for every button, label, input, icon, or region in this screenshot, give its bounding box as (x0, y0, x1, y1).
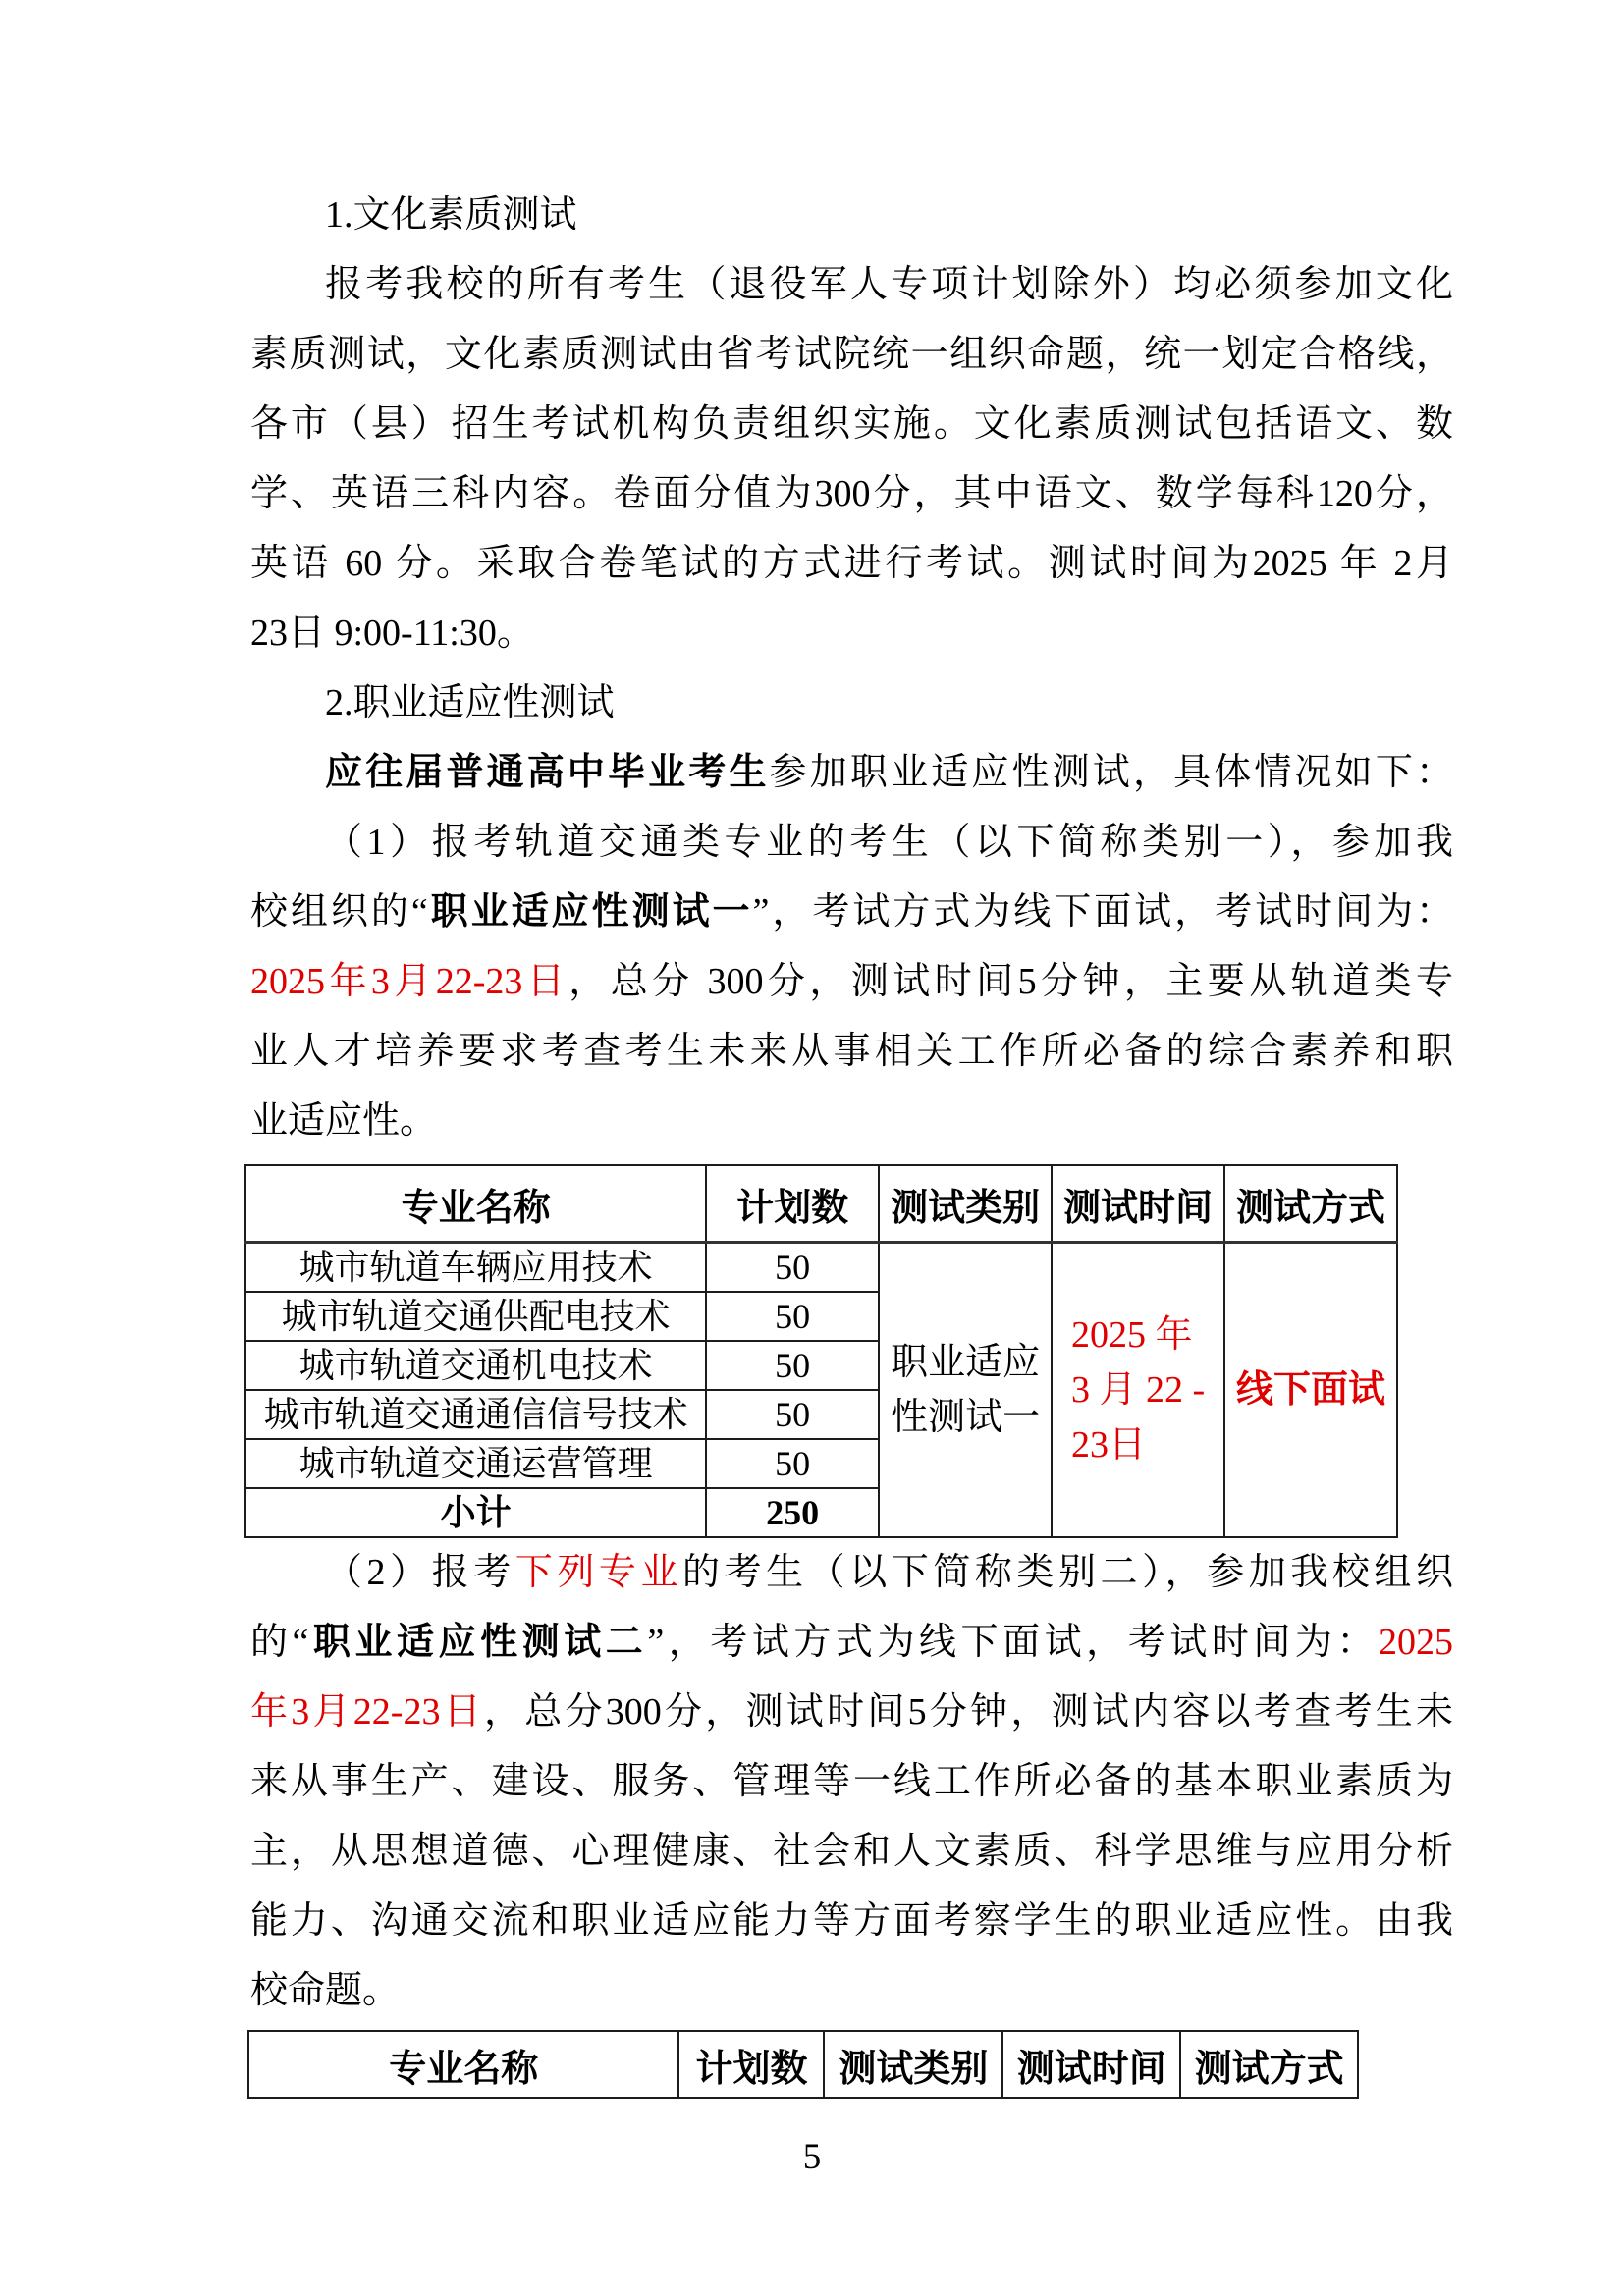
subtotal-label-cell: 小计 (245, 1488, 706, 1537)
text-segment: ”，考试方式为线下面试，考试时间为： (647, 1622, 1379, 1663)
text-line (250, 738, 1453, 808)
merged-cell-line: 2025 年 (1070, 1314, 1193, 1356)
text-line (250, 947, 1453, 1017)
text-line (250, 878, 1453, 947)
bold-text: 职业适应性测试二 (308, 1622, 648, 1663)
red-text: 2025年3月22-23日 (250, 961, 569, 1002)
major-name-cell: 城市轨道车辆应用技术 (245, 1243, 706, 1293)
text-line (250, 1956, 1453, 2026)
table-header-row (245, 1165, 1397, 1243)
column-header: 测试方式 (1180, 2031, 1358, 2098)
text-segment: 英语 60 分。采取合卷笔试的方式进行考试。测试时间为2025 年 2月 (250, 543, 1453, 584)
text-line (250, 1817, 1453, 1887)
column-header: 测试时间 (1002, 2031, 1180, 2098)
text-segment: 23日 9:00-11:30。 (250, 613, 534, 654)
section-heading (250, 181, 1453, 250)
text-segment: 主，从思想道德、心理健康、社会和人文素质、科学思维与应用分析 (250, 1831, 1453, 1872)
text-segment: 来从事生产、建设、服务、管理等一线工作所必备的基本职业素质为 (250, 1761, 1453, 1802)
text-line (250, 599, 1453, 668)
text-segment: 报考我校的所有考生（退役军人专项计划除外）均必须参加文化 (325, 264, 1453, 305)
text-segment: 业人才培养要求考查考生未来从事相关工作所必备的综合素养和职 (250, 1031, 1453, 1072)
plan-count-cell: 50 (706, 1439, 879, 1488)
text-line (250, 1747, 1453, 1817)
red-text: 年3月22-23日 (250, 1691, 484, 1733)
text-segment: ，总分 300分，测试时间5分钟，主要从轨道类专 (568, 961, 1453, 1002)
table-row (245, 1243, 1397, 1293)
test-time-cell (1052, 1243, 1224, 1538)
text-segment: 素质测试，文化素质测试由省考试院统一组织命题，统一划定合格线， (250, 334, 1453, 375)
plan-count-cell: 50 (706, 1341, 879, 1390)
major-name-cell: 城市轨道交通通信信号技术 (245, 1390, 706, 1439)
text-segment: 1.文化素质测试 (325, 194, 577, 236)
text-line (250, 320, 1453, 390)
text-segment: 2.职业适应性测试 (325, 682, 615, 723)
text-line (250, 1087, 1453, 1156)
major-name-cell: 城市轨道交通运营管理 (245, 1439, 706, 1488)
plan-count-cell: 50 (706, 1292, 879, 1341)
column-header: 测试类别 (879, 1165, 1052, 1243)
text-segment: 能力、沟通交流和职业适应能力等方面考察学生的职业适应性。由我 (250, 1900, 1453, 1942)
merged-cell-line: 线下面试 (1236, 1369, 1386, 1411)
merged-cell-line: 23日 (1070, 1424, 1146, 1466)
text-segment: 各市（县）招生考试机构负责组织实施。文化素质测试包括语文、数 (250, 403, 1453, 445)
document-content (250, 181, 1453, 2099)
text-line (250, 1608, 1453, 1678)
text-segment: （1）报考轨道交通类专业的考生（以下简称类别一），参加我 (325, 822, 1453, 863)
text-segment: 校组织的“ (250, 891, 428, 933)
text-segment: 参加职业适应性测试，具体情况如下： (769, 752, 1453, 793)
merged-cell-line: 性测试一 (891, 1397, 1041, 1438)
majors-table-category1 (244, 1164, 1398, 1538)
text-segment: 业适应性。 (250, 1100, 438, 1142)
column-header: 计划数 (706, 1165, 879, 1243)
text-segment: 的“ (250, 1622, 309, 1663)
text-line (250, 808, 1453, 878)
test-method-cell (1224, 1243, 1397, 1538)
column-header: 测试类别 (824, 2031, 1002, 2098)
test-category-cell-text (891, 1335, 1040, 1445)
column-header: 专业名称 (248, 2031, 678, 2098)
text-line (250, 1887, 1453, 1956)
plan-count-cell: 50 (706, 1390, 879, 1439)
page-number: 5 (802, 2137, 822, 2177)
text-line (250, 250, 1453, 320)
column-header: 测试方式 (1224, 1165, 1397, 1243)
major-name-cell: 城市轨道交通供配电技术 (245, 1292, 706, 1341)
column-header: 计划数 (678, 2031, 824, 2098)
text-segment: 的考生（以下简称类别二），参加我校组织 (682, 1552, 1453, 1593)
merged-cell-line: 3 月 22 - (1070, 1369, 1206, 1411)
text-segment: 校命题。 (250, 1970, 401, 2011)
text-segment: ，总分300分，测试时间5分钟，测试内容以考查考生未 (483, 1691, 1453, 1733)
red-text: 下列专业 (514, 1552, 682, 1593)
column-header: 专业名称 (245, 1165, 706, 1243)
major-name-cell: 城市轨道交通机电技术 (245, 1341, 706, 1390)
section-heading (250, 668, 1453, 738)
text-line (250, 529, 1453, 599)
text-line (250, 459, 1453, 529)
text-line (250, 1678, 1453, 1747)
subtotal-value-cell: 250 (706, 1488, 879, 1537)
test-category-cell (879, 1243, 1052, 1538)
bold-text: 职业适应性测试一 (427, 891, 753, 933)
plan-count-cell: 50 (706, 1243, 879, 1293)
test-time-cell-text (1071, 1308, 1205, 1472)
text-segment: ”，考试方式为线下面试，考试时间为： (752, 891, 1453, 933)
text-line (250, 1538, 1453, 1608)
table-header-row (248, 2031, 1358, 2098)
majors-table-category2 (247, 2030, 1359, 2099)
text-line (250, 1017, 1453, 1087)
column-header: 测试时间 (1052, 1165, 1224, 1243)
merged-cell-line: 职业适应 (891, 1342, 1041, 1383)
red-text: 2025 (1379, 1622, 1453, 1663)
test-method-cell-text (1236, 1362, 1385, 1417)
text-line (250, 390, 1453, 459)
bold-text: 应往届普通高中毕业考生 (325, 752, 770, 793)
text-segment: 学、英语三科内容。卷面分值为300分，其中语文、数学每科120分， (250, 473, 1453, 514)
text-segment: （2）报考 (325, 1552, 515, 1593)
